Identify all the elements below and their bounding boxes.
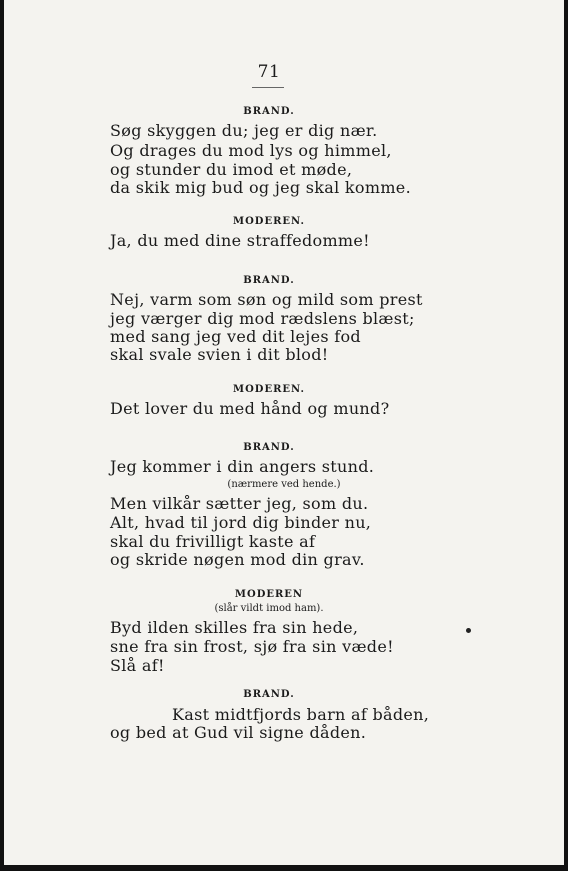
- stage-direction: [0, 603, 568, 614]
- stage-direction-text: (nærmere ved hende.): [227, 479, 341, 490]
- verse-line: med sang jeg ved dit lejes fod: [110, 327, 361, 346]
- speaker-name: BRAND.: [243, 106, 295, 117]
- stage-direction-text: (slår vildt imod ham).: [214, 603, 324, 614]
- verse-line: Søg skyggen du; jeg er dig nær.: [110, 121, 378, 140]
- verse-line: og stunder du imod et møde,: [110, 160, 353, 179]
- speaker-heading: [0, 106, 568, 117]
- verse-line: Og drages du mod lys og himmel,: [110, 141, 392, 160]
- verse-line: Nej, varm som søn og mild som prest: [110, 290, 423, 309]
- ink-speck: [466, 628, 471, 633]
- speaker-heading: [0, 216, 568, 227]
- verse-line: jeg værger dig mod rædslens blæst;: [110, 309, 415, 328]
- verse-line: da skik mig bud og jeg skal komme.: [110, 178, 411, 197]
- verse-line: Slå af!: [110, 656, 165, 675]
- verse-line: og skride nøgen mod din grav.: [110, 550, 365, 569]
- verse-line: Byd ilden skilles fra sin hede,: [110, 618, 359, 637]
- speaker-name: MODEREN: [234, 589, 304, 600]
- stage-direction: [0, 479, 568, 490]
- speaker-name: MODEREN.: [233, 384, 305, 395]
- scan-border-right: [564, 0, 568, 871]
- verse-line: Kast midtfjords barn af båden,: [172, 705, 430, 724]
- verse-line: Det lover du med hånd og mund?: [110, 399, 390, 418]
- speaker-name: BRAND.: [243, 689, 295, 700]
- speaker-heading: [0, 384, 568, 395]
- page-number: 71: [257, 62, 281, 82]
- verse-line: Jeg kommer i din angers stund.: [110, 457, 375, 476]
- speaker-heading: [0, 689, 568, 700]
- speaker-name: MODEREN.: [233, 216, 305, 227]
- speaker-heading: [0, 275, 568, 286]
- scan-border-left: [0, 0, 4, 871]
- verse-line: Ja, du med dine straffedomme!: [110, 231, 370, 250]
- verse-line: Alt, hvad til jord dig binder nu,: [110, 513, 372, 532]
- verse-line: og bed at Gud vil signe dåden.: [110, 723, 367, 742]
- speaker-heading: [0, 589, 568, 600]
- verse-line: skal du frivilligt kaste af: [110, 532, 316, 551]
- speaker-name: BRAND.: [243, 442, 295, 453]
- verse-line: Men vilkår sætter jeg, som du.: [110, 494, 369, 513]
- verse-line: sne fra sin frost, sjø fra sin væde!: [110, 637, 394, 656]
- speaker-heading: [0, 442, 568, 453]
- page-number-rule: [252, 87, 284, 88]
- verse-line: skal svale svien i dit blod!: [110, 345, 329, 364]
- scan-border-bottom: [0, 865, 568, 871]
- speaker-name: BRAND.: [243, 275, 295, 286]
